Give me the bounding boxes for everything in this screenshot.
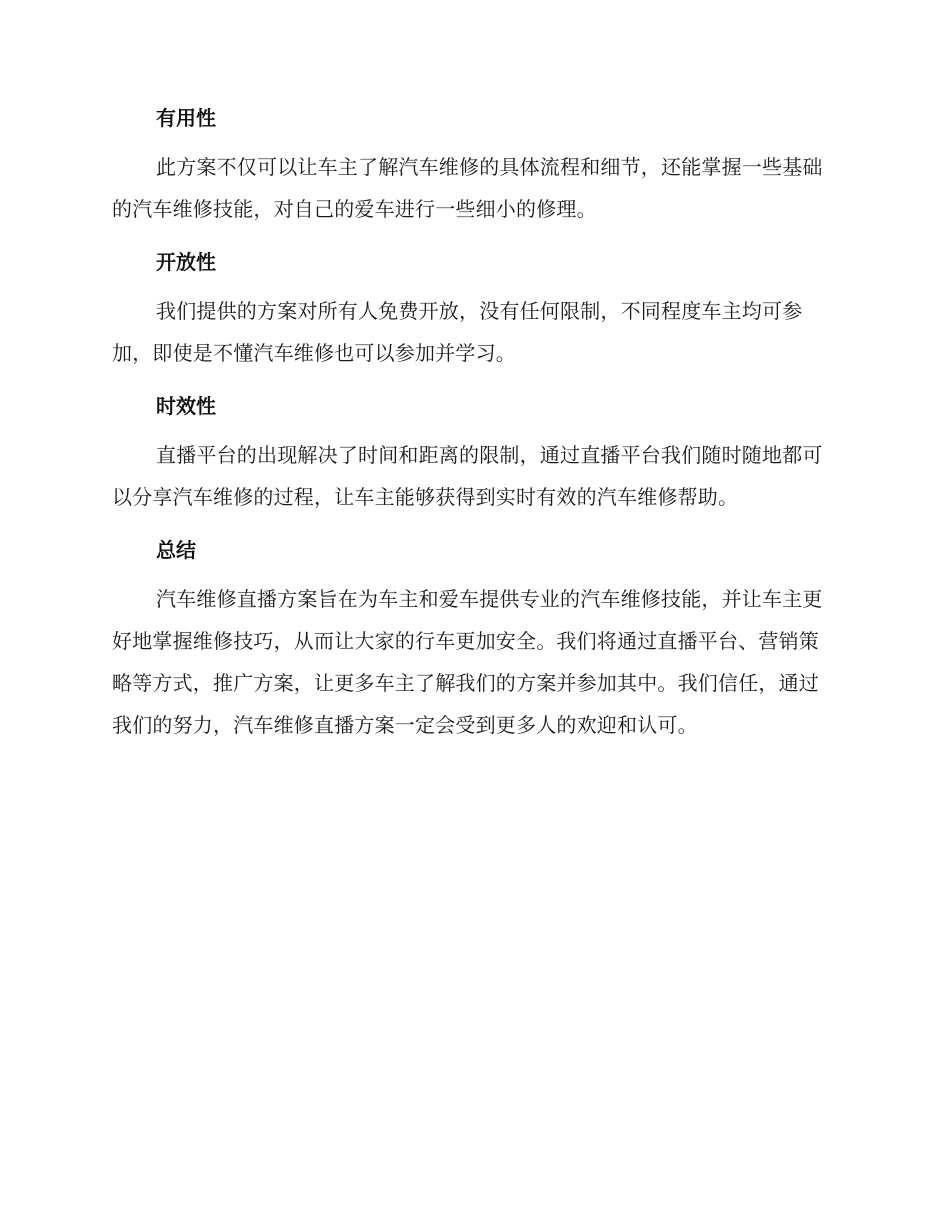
section-heading: 有用性 xyxy=(156,106,216,130)
section-heading: 总结 xyxy=(156,538,196,562)
section-timeliness xyxy=(112,392,832,518)
section-body: 我们提供的方案对所有人免费开放，没有任何限制，不同程度车主均可参加，即使是不懂汽车维修也可以参加并学习。 xyxy=(112,299,803,365)
section-usefulness xyxy=(112,104,832,230)
section-heading: 时效性 xyxy=(156,394,216,418)
document-page xyxy=(112,104,832,764)
section-body: 直播平台的出现解决了时间和距离的限制，通过直播平台我们随时随地都可以分享汽车维修的过程，让车主能够获得到实时有效的汽车维修帮助。 xyxy=(112,443,823,509)
section-body: 汽车维修直播方案旨在为车主和爱车提供专业的汽车维修技能，并让车主更好地掌握维修技巧，从而让大家的行车更加安全。我们将通过直播平台、营销策略等方式，推广方案，让更多车主了解我们的方案并参加其中。我们信任，通过我们的努力，汽车维修直播方案一定会受到更多人的欢迎和认可。 xyxy=(112,587,823,737)
section-openness xyxy=(112,248,832,374)
section-heading: 开放性 xyxy=(156,250,216,274)
section-body: 此方案不仅可以让车主了解汽车维修的具体流程和细节，还能掌握一些基础的汽车维修技能，对自己的爱车进行一些细小的修理。 xyxy=(112,155,823,221)
section-summary xyxy=(112,536,832,746)
